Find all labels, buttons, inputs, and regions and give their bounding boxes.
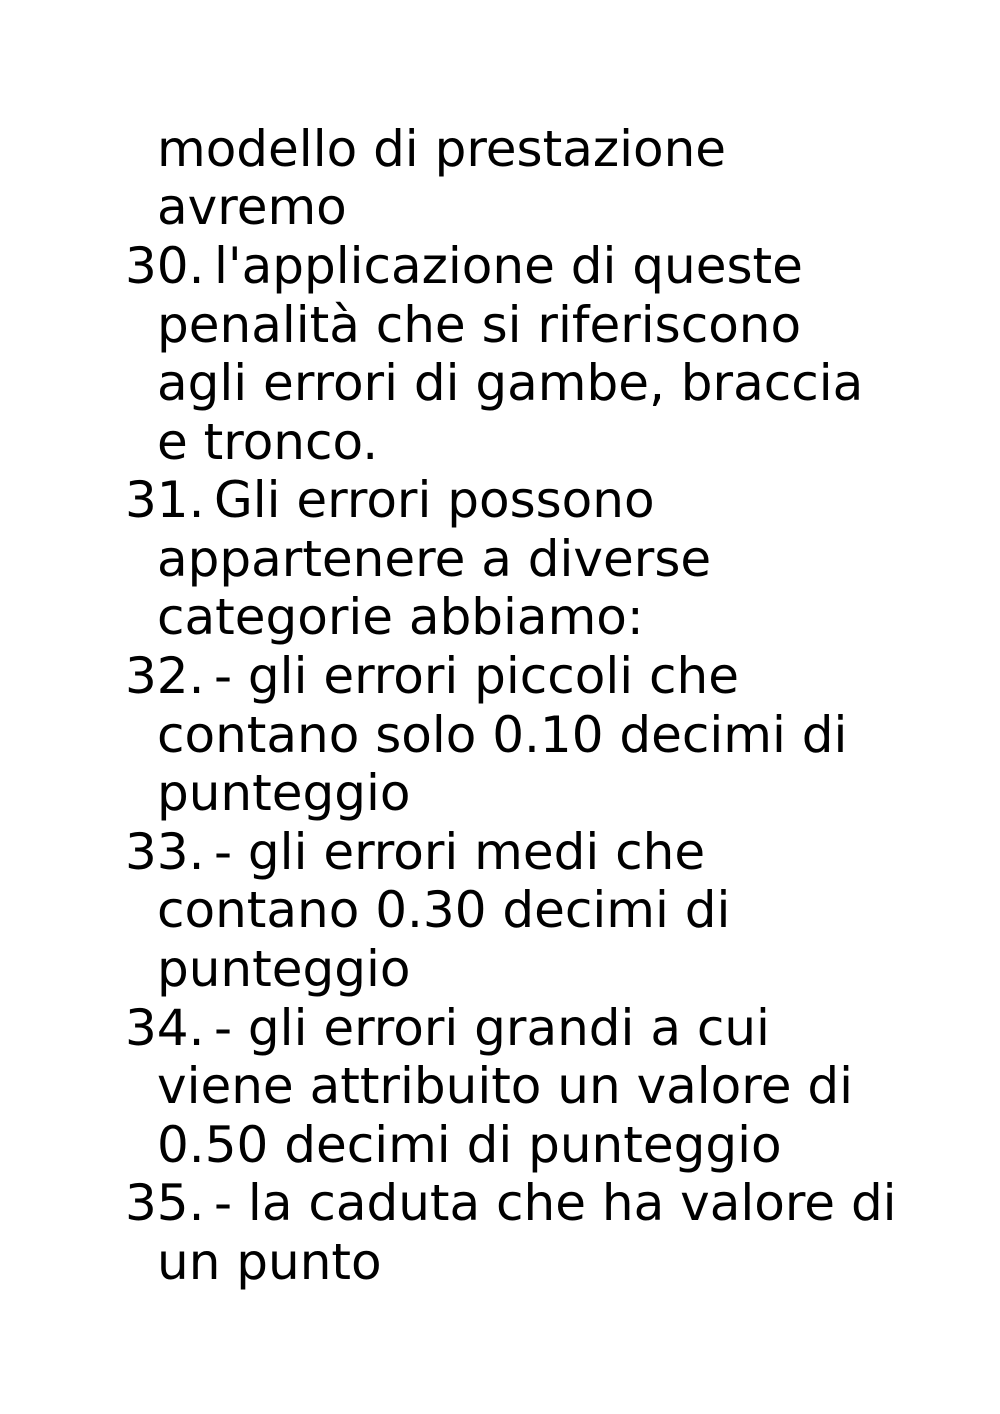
text-line: agli errori di gambe, braccia (157, 354, 864, 412)
text-line: contano 0.30 decimi di (157, 881, 731, 939)
text-line: e tronco. (157, 413, 379, 471)
text-line: - gli errori piccoli che (214, 647, 739, 705)
list-item-number: 31. (125, 471, 205, 529)
text-line: punteggio (157, 940, 411, 998)
text-line: avremo (157, 178, 347, 236)
list-item-number: 35. (125, 1174, 205, 1232)
text-line: appartenere a diverse (157, 530, 712, 588)
list-item-number: 33. (125, 823, 205, 881)
text-line: 0.50 decimi di punteggio (157, 1116, 782, 1174)
text-line: - gli errori medi che (214, 823, 706, 881)
text-line: - gli errori grandi a cui (214, 999, 770, 1057)
text-line: un punto (157, 1233, 382, 1291)
list-item-number: 34. (125, 999, 205, 1057)
text-line: l'applicazione di queste (214, 237, 803, 295)
text-line: viene attribuito un valore di (157, 1057, 854, 1115)
text-line: penalità che si riferiscono (157, 296, 802, 354)
list-item-number: 30. (125, 237, 205, 295)
text-line: modello di prestazione (157, 120, 727, 178)
list-item-number: 32. (125, 647, 205, 705)
text-line: Gli errori possono (214, 471, 655, 529)
text-line: - la caduta che ha valore di (214, 1174, 897, 1232)
text-line: punteggio (157, 764, 411, 822)
text-line: contano solo 0.10 decimi di (157, 706, 848, 764)
text-line: categorie abbiamo: (157, 588, 644, 646)
